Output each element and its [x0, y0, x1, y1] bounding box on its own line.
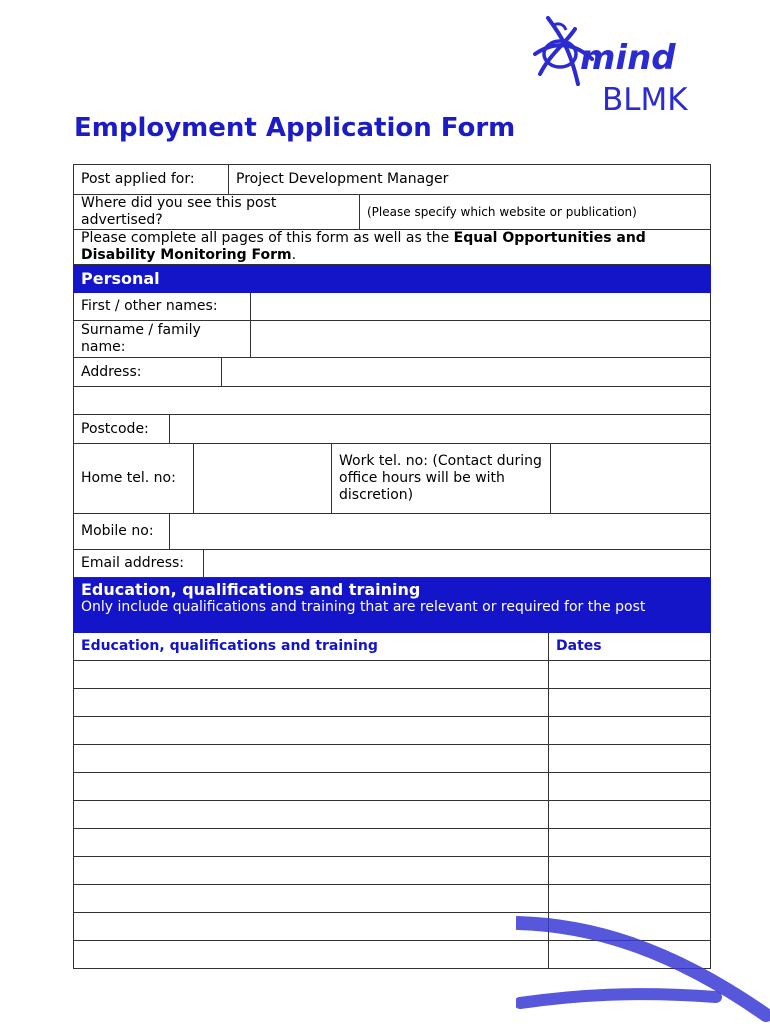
instructions-row	[73, 230, 711, 265]
instructions-bold: Equal Opportunities and Disability Monitoring Form	[81, 230, 646, 263]
dates-entry-field[interactable]	[548, 717, 710, 744]
first-names-field[interactable]	[250, 293, 710, 320]
education-entry-field[interactable]	[74, 801, 548, 828]
address-label: Address:	[81, 363, 142, 380]
education-entry-field[interactable]	[74, 829, 548, 856]
work-tel-field[interactable]	[550, 444, 710, 513]
education-entry-row	[73, 885, 711, 913]
education-entry-row	[73, 829, 711, 857]
education-entry-row	[73, 801, 711, 829]
email-field[interactable]	[203, 550, 710, 577]
work-tel-label: Work tel. no: (Contact during office hours will be with discretion)	[331, 444, 550, 513]
advertised-label: Where did you see this post advertised?	[81, 195, 277, 228]
postcode-row	[73, 415, 711, 444]
advertised-field[interactable]: (Please specify which website or publication)	[359, 195, 710, 229]
instructions-suffix: .	[291, 247, 297, 263]
education-entry-row	[73, 661, 711, 689]
education-heading	[73, 578, 711, 633]
dates-entry-field[interactable]	[548, 857, 710, 884]
education-entry-row	[73, 745, 711, 773]
education-column-header: Education, qualifications and training	[81, 638, 378, 654]
education-entry-row	[73, 857, 711, 885]
mind-blmk-logo	[530, 14, 720, 119]
dates-entry-field[interactable]	[548, 689, 710, 716]
application-form	[73, 164, 711, 969]
email-label: Email address:	[81, 555, 185, 571]
education-entry-field[interactable]	[74, 689, 548, 716]
postcode-label: Postcode:	[81, 420, 149, 437]
education-entry-field[interactable]	[74, 857, 548, 884]
dates-entry-field[interactable]	[548, 661, 710, 688]
post-row	[73, 164, 711, 195]
logo-mind-text: mind	[580, 38, 676, 78]
education-entry-row	[73, 717, 711, 745]
mobile-field[interactable]	[169, 514, 710, 549]
dates-entry-field[interactable]	[548, 801, 710, 828]
education-entry-field[interactable]	[74, 885, 548, 912]
education-entry-field[interactable]	[74, 773, 548, 800]
education-entry-field[interactable]	[74, 941, 548, 968]
surname-row	[73, 321, 711, 358]
postcode-field[interactable]	[169, 415, 710, 443]
dates-entry-field[interactable]	[548, 745, 710, 772]
mobile-row	[73, 514, 711, 550]
dates-entry-field[interactable]	[548, 829, 710, 856]
education-heading-title: Education, qualifications and training	[81, 580, 421, 599]
address-line-2-row	[73, 387, 711, 415]
address-row	[73, 358, 711, 387]
surname-label: Surname / family name:	[81, 322, 201, 355]
home-tel-field[interactable]	[193, 444, 331, 513]
education-entry-row	[73, 773, 711, 801]
page-title: Employment Application Form	[74, 113, 516, 143]
address-field[interactable]	[221, 358, 710, 386]
post-label: Post applied for:	[81, 171, 195, 187]
dates-column-header: Dates	[548, 633, 710, 660]
post-value[interactable]: Project Development Manager	[228, 165, 710, 194]
education-entry-field[interactable]	[74, 717, 548, 744]
surname-field[interactable]	[250, 321, 710, 357]
first-names-row	[73, 293, 711, 321]
advertised-row	[73, 195, 711, 230]
instructions-prefix: Please complete all pages of this form as well as the	[81, 230, 454, 246]
education-column-header-row	[73, 633, 711, 661]
dates-entry-field[interactable]	[548, 773, 710, 800]
education-entry-field[interactable]	[74, 913, 548, 940]
education-entry-field[interactable]	[74, 745, 548, 772]
dates-entry-field[interactable]	[548, 885, 710, 912]
address-line-2-field[interactable]	[74, 387, 710, 414]
first-names-label: First / other names:	[81, 298, 218, 314]
decorative-brush-swoosh	[516, 915, 770, 1024]
instructions-text	[74, 230, 710, 264]
mobile-label: Mobile no:	[81, 523, 154, 539]
logo-region-text: BLMK	[602, 82, 688, 118]
education-entry-row	[73, 689, 711, 717]
personal-heading: Personal	[73, 265, 711, 293]
email-row	[73, 550, 711, 578]
education-entry-field[interactable]	[74, 661, 548, 688]
education-heading-subtitle: Only include qualifications and training that are relevant or required for the post	[81, 599, 646, 615]
phone-row	[73, 444, 711, 514]
home-tel-label: Home tel. no:	[81, 470, 176, 486]
